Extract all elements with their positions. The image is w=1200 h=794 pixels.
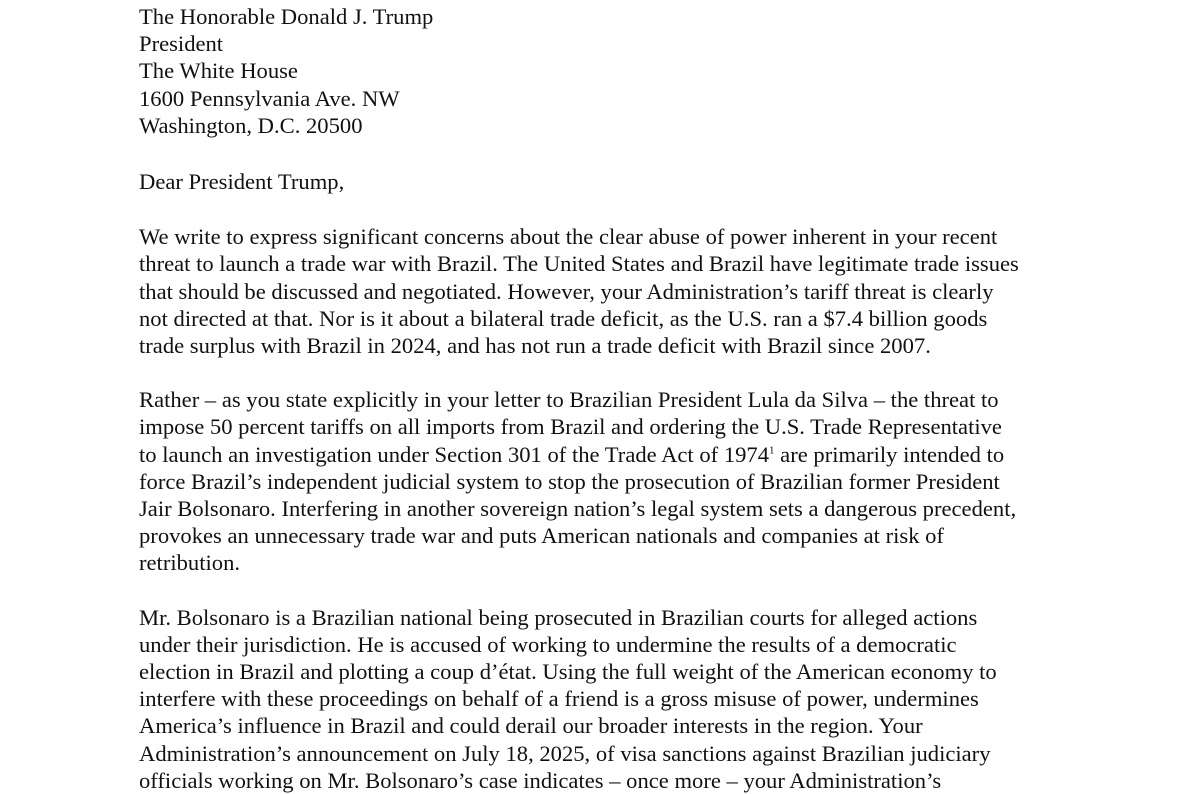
paragraph-1-line: trade surplus with Brazil in 2024, and has not run a trade deficit with Brazil since 2007. [139, 333, 931, 359]
letter-body [139, 3, 1139, 794]
paragraph-2-text: are primarily intended to [774, 441, 1005, 467]
recipient-street: 1600 Pennsylvania Ave. NW [139, 85, 400, 111]
paragraph-1 [139, 223, 1139, 359]
recipient-address-block [139, 3, 1139, 139]
paragraph-2-line: retribution. [139, 550, 241, 576]
recipient-city: Washington, D.C. 20500 [139, 112, 363, 138]
paragraph-2 [139, 386, 1139, 576]
spacer [139, 577, 1139, 604]
paragraph-2-line: force Brazil’s independent judicial system to stop the prosecution of Brazilian former President [139, 468, 1000, 494]
salutation: Dear President Trump, [139, 169, 345, 195]
paragraph-3-line: under their jurisdiction. He is accused of working to undermine the results of a democratic [139, 631, 957, 657]
recipient-name: The Honorable Donald J. Trump [139, 4, 434, 29]
paragraph-2-line: impose 50 percent tariffs on all imports from Brazil and ordering the U.S. Trade Representative [139, 414, 1002, 440]
paragraph-1-line: that should be discussed and negotiated. However, your Administration’s tariff threat is clearly [139, 278, 994, 304]
spacer [139, 359, 1139, 386]
paragraph-2-line [139, 441, 1139, 468]
paragraph-3 [139, 604, 1139, 794]
paragraph-3-line: Administration’s announcement on July 18, 2025, of visa sanctions against Brazilian judiciary [139, 740, 991, 766]
paragraph-2-line: Rather – as you state explicitly in your letter to Brazilian President Lula da Silva – the threat to [139, 387, 999, 413]
paragraph-2-line: Jair Bolsonaro. Interfering in another sovereign nation’s legal system sets a dangerous precedent, [139, 496, 1017, 522]
paragraph-3-line: America’s influence in Brazil and could derail our broader interests in the region. Your [139, 713, 923, 739]
paragraph-3-line: interfere with these proceedings on behalf of a friend is a gross misuse of power, undermines [139, 686, 979, 712]
recipient-title: President [139, 31, 224, 57]
paragraph-2-text: to launch an investigation under Section 301 of the Trade Act of 1974 [139, 441, 770, 467]
paragraph-3-line: Mr. Bolsonaro is a Brazilian national being prosecuted in Brazilian courts for alleged actions [139, 604, 978, 630]
paragraph-1-line: We write to express significant concerns about the clear abuse of power inherent in your recent [139, 224, 998, 250]
footnote-marker[interactable]: 1 [769, 444, 775, 457]
recipient-office: The White House [139, 58, 298, 84]
spacer [139, 195, 1139, 223]
paragraph-3-line: officials working on Mr. Bolsonaro’s case indicates – once more – your Administration’s [139, 767, 942, 793]
paragraph-1-line: not directed at that. Nor is it about a bilateral trade deficit, as the U.S. ran a $7.4 billion goods [139, 305, 988, 331]
spacer [139, 139, 1139, 168]
paragraph-2-line: provokes an unnecessary trade war and puts American nationals and companies at risk of [139, 523, 944, 549]
paragraph-3-line: election in Brazil and plotting a coup d’état. Using the full weight of the American economy to [139, 659, 997, 685]
paragraph-1-line: threat to launch a trade war with Brazil. The United States and Brazil have legitimate trade issues [139, 251, 1019, 277]
